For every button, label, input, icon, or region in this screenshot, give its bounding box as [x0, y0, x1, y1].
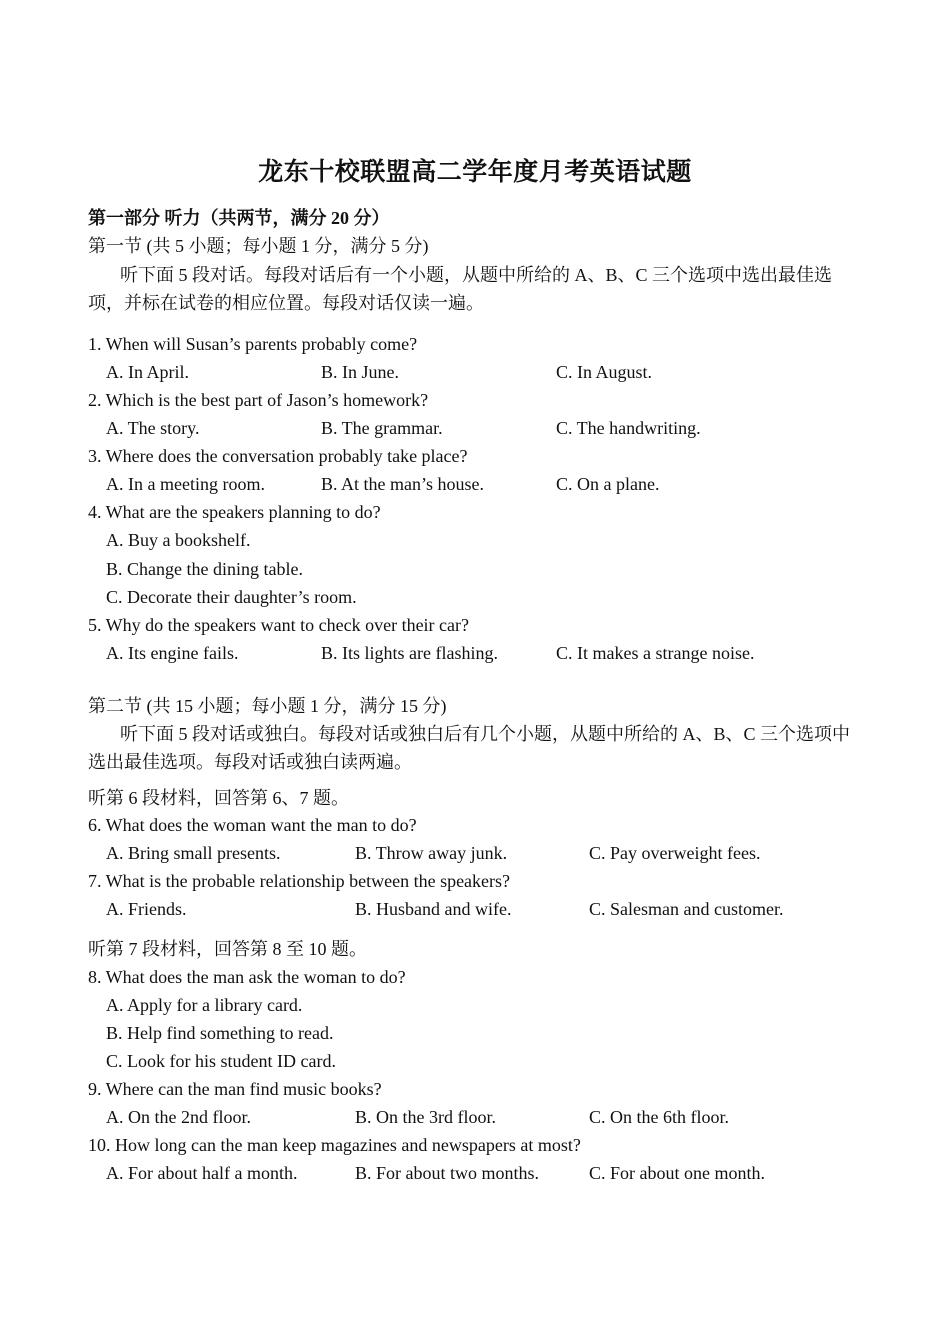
- q9-option-c: C. On the 6th floor.: [589, 1107, 729, 1127]
- q9-option-b: B. On the 3rd floor.: [355, 1107, 496, 1127]
- question-2: 2. Which is the best part of Jason’s homework?: [88, 390, 429, 410]
- q5-option-b: B. Its lights are flashing.: [321, 643, 498, 663]
- q6-option-a: A. Bring small presents.: [106, 843, 281, 863]
- q10-option-b: B. For about two months.: [355, 1163, 540, 1183]
- section2-instruction: 听下面 5 段对话或独白。每段对话或独白后有几个小题，从题中所给的 A、B、C 三个选项中选出最佳选项。每段对话或独白读两遍。: [88, 724, 851, 772]
- section2-heading: 第二节 (共 15 小题；每小题 1 分，满分 15 分): [88, 696, 447, 716]
- q4-option-c: C. Decorate their daughter’s room.: [106, 587, 357, 607]
- question-1: 1. When will Susan’s parents probably come?: [88, 334, 418, 354]
- section1-heading: 第一节 (共 5 小题；每小题 1 分，满分 5 分): [88, 236, 429, 256]
- q8-option-a: A. Apply for a library card.: [106, 995, 303, 1015]
- material-7-note: 听第 7 段材料，回答第 8 至 10 题。: [88, 939, 367, 959]
- q1-option-a: A. In April.: [106, 362, 189, 382]
- q2-option-b: B. The grammar.: [321, 418, 443, 438]
- question-10: 10. How long can the man keep magazines and newspapers at most?: [88, 1135, 581, 1155]
- q7-option-a: A. Friends.: [106, 899, 187, 919]
- section1-instruction: 听下面 5 段对话。每段对话后有一个小题，从题中所给的 A、B、C 三个选项中选出最佳选项，并标在试卷的相应位置。每段对话仅读一遍。: [88, 265, 833, 313]
- q3-option-b: B. At the man’s house.: [321, 474, 484, 494]
- q4-option-a: A. Buy a bookshelf.: [106, 530, 251, 550]
- part1-heading: 第一部分 听力（共两节，满分 20 分）: [88, 208, 390, 228]
- q6-option-b: B. Throw away junk.: [355, 843, 508, 863]
- question-3: 3. Where does the conversation probably take place?: [88, 446, 468, 466]
- q1-option-b: B. In June.: [321, 362, 399, 382]
- q4-option-b: B. Change the dining table.: [106, 559, 303, 579]
- page-title: 龙东十校联盟高二学年度月考英语试题: [258, 159, 692, 186]
- material-6-note: 听第 6 段材料，回答第 6、7 题。: [88, 788, 349, 808]
- question-7: 7. What is the probable relationship between the speakers?: [88, 871, 511, 891]
- question-5: 5. Why do the speakers want to check over their car?: [88, 615, 470, 635]
- q3-option-c: C. On a plane.: [556, 474, 660, 494]
- q8-option-b: B. Help find something to read.: [106, 1023, 334, 1043]
- q3-option-a: A. In a meeting room.: [106, 474, 265, 494]
- question-9: 9. Where can the man find music books?: [88, 1079, 382, 1099]
- q7-option-b: B. Husband and wife.: [355, 899, 512, 919]
- question-6: 6. What does the woman want the man to do?: [88, 815, 417, 835]
- question-8: 8. What does the man ask the woman to do?: [88, 967, 406, 987]
- question-4: 4. What are the speakers planning to do?: [88, 502, 381, 522]
- q9-option-a: A. On the 2nd floor.: [106, 1107, 251, 1127]
- q1-option-c: C. In August.: [556, 362, 653, 382]
- q10-option-a: A. For about half a month.: [106, 1163, 298, 1183]
- q8-option-c: C. Look for his student ID card.: [106, 1051, 336, 1071]
- q5-option-c: C. It makes a strange noise.: [556, 643, 755, 663]
- q6-option-c: C. Pay overweight fees.: [589, 843, 761, 863]
- q5-option-a: A. Its engine fails.: [106, 643, 239, 663]
- q2-option-c: C. The handwriting.: [556, 418, 701, 438]
- q7-option-c: C. Salesman and customer.: [589, 899, 784, 919]
- q10-option-c: C. For about one month.: [589, 1163, 765, 1183]
- q2-option-a: A. The story.: [106, 418, 200, 438]
